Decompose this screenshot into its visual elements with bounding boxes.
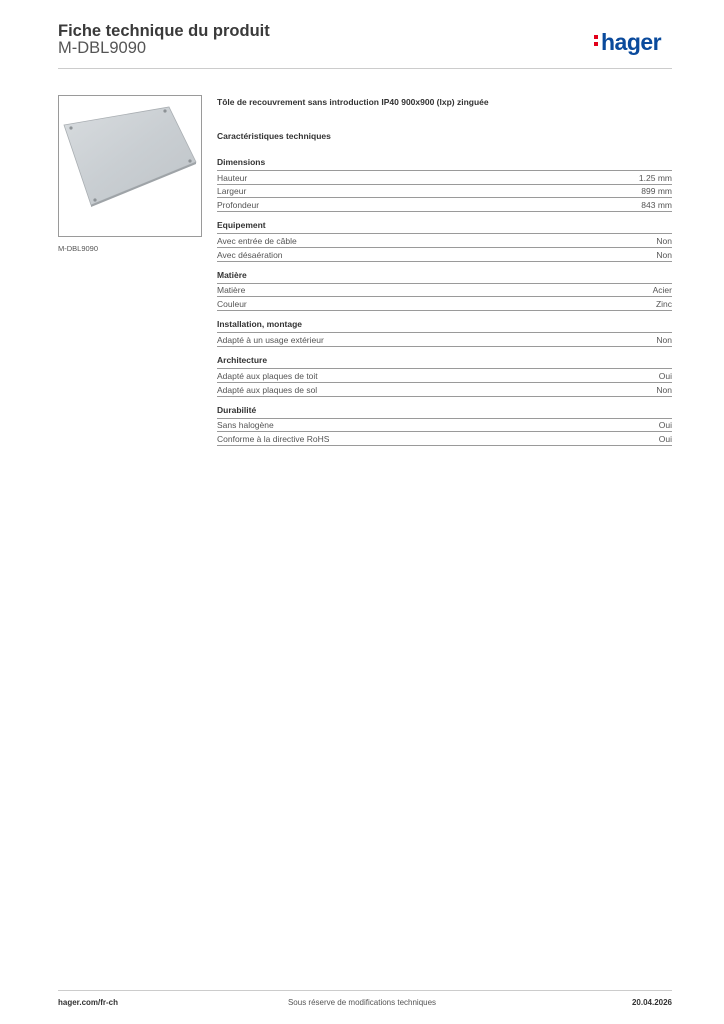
spec-label: Profondeur — [217, 200, 260, 210]
footer-website-link[interactable]: hager.com/fr-ch — [58, 998, 119, 1007]
spec-value: 1.25 mm — [638, 172, 672, 183]
spec-label: Hauteur — [217, 172, 248, 183]
spec-value: Oui — [658, 420, 672, 430]
product-image — [58, 95, 202, 237]
spec-value: Oui — [658, 434, 672, 444]
spec-row — [217, 296, 672, 311]
spec-value: Non — [656, 249, 672, 260]
footer-disclaimer: Sous réserve de modifications techniques — [287, 998, 437, 1007]
spec-label: Largeur — [217, 186, 247, 196]
spec-row — [217, 283, 672, 297]
spec-row — [217, 197, 672, 212]
section-title: Equipement — [217, 220, 266, 230]
spec-row — [217, 247, 672, 262]
spec-value: Acier — [652, 285, 672, 295]
section-title: Installation, montage — [217, 319, 303, 329]
product-description: Tôle de recouvrement sans introduction IP40 900x900 (lxp) zinguée — [217, 97, 489, 107]
spec-section — [217, 319, 672, 347]
spec-row — [217, 418, 672, 432]
spec-row — [217, 170, 672, 184]
spec-value: Oui — [658, 370, 672, 381]
spec-row — [217, 382, 672, 397]
spec-row — [217, 233, 672, 247]
spec-row — [217, 332, 672, 347]
spec-label: Couleur — [217, 299, 247, 309]
spec-value: Zinc — [655, 299, 672, 309]
header-divider — [58, 68, 672, 69]
spec-label: Conforme à la directive RoHS — [217, 434, 330, 444]
footer-divider — [58, 990, 672, 991]
section-title: Architecture — [217, 355, 268, 365]
spec-label: Avec désaération — [217, 249, 283, 260]
spec-section — [217, 270, 672, 312]
tech-characteristics-title: Caractéristiques techniques — [217, 131, 331, 141]
image-caption: M-DBL9090 — [58, 244, 99, 253]
spec-value: 843 mm — [641, 200, 672, 210]
logo-text: hager — [601, 29, 662, 55]
spec-section — [217, 157, 672, 212]
spec-section — [217, 220, 672, 262]
spec-value: 899 mm — [641, 186, 672, 196]
section-title: Dimensions — [217, 157, 266, 167]
spec-label: Adapté aux plaques de toit — [217, 370, 318, 381]
page-title: Fiche technique du produit — [58, 22, 270, 40]
spec-label: Avec entrée de câble — [217, 235, 297, 246]
spec-value: Non — [656, 384, 672, 395]
spec-value: Non — [656, 235, 672, 246]
spec-row — [217, 184, 672, 198]
product-code: M-DBL9090 — [58, 39, 147, 57]
section-title: Matière — [217, 269, 247, 280]
spec-content — [217, 97, 672, 454]
spec-section — [217, 405, 672, 447]
spec-row — [217, 431, 672, 446]
section-title: Durabilité — [217, 404, 257, 415]
spec-value: Non — [656, 335, 672, 345]
spec-label: Matière — [217, 285, 246, 295]
footer-date: 20.04.2026 — [631, 998, 672, 1007]
spec-label: Sans halogène — [217, 420, 274, 430]
spec-label: Adapté aux plaques de sol — [217, 384, 318, 395]
spec-row — [217, 368, 672, 382]
spec-label: Adapté à un usage extérieur — [217, 335, 324, 345]
hager-logo — [594, 29, 661, 55]
spec-section — [217, 355, 672, 397]
spec-sections — [217, 157, 672, 446]
